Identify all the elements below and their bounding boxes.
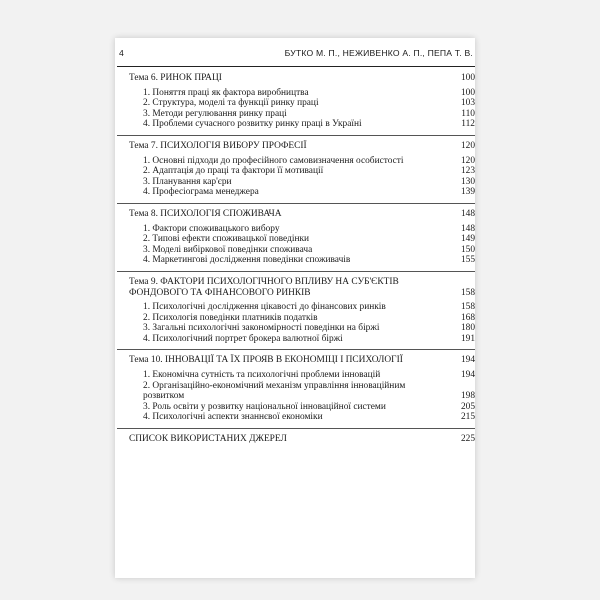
toc-theme-title: СПИСОК ВИКОРИСТАНИХ ДЖЕРЕЛ bbox=[129, 434, 287, 445]
toc-item-row bbox=[117, 412, 475, 423]
toc-item-text: 1. Поняття праці як фактора виробництва bbox=[143, 87, 309, 98]
toc-item-page: 149 bbox=[460, 234, 475, 245]
toc-item-page: 120 bbox=[460, 155, 475, 166]
toc-item-page: 168 bbox=[460, 312, 475, 323]
toc-theme-row bbox=[117, 208, 475, 224]
toc-item-page: 110 bbox=[461, 108, 475, 119]
toc-item-row bbox=[117, 109, 475, 120]
toc-item-text: 3. Роль освіти у розвитку національної інноваційної системи bbox=[143, 401, 386, 412]
toc-item-page: 180 bbox=[460, 323, 475, 334]
toc-item-page: 194 bbox=[460, 370, 475, 381]
toc-item-row bbox=[117, 323, 475, 334]
toc-section bbox=[117, 429, 475, 454]
toc-item-row bbox=[117, 402, 475, 413]
toc-theme-row bbox=[117, 433, 475, 449]
toc-item-row bbox=[117, 313, 475, 324]
page-number: 4 bbox=[119, 48, 124, 58]
toc-theme-title: Тема 8. ПСИХОЛОГІЯ СПОЖИВАЧА bbox=[129, 208, 282, 219]
toc-item-page: 150 bbox=[460, 244, 475, 255]
toc-theme-row bbox=[117, 276, 475, 302]
toc-theme-page: 148 bbox=[460, 208, 475, 219]
toc-item-text: 3. Планування кар'єри bbox=[143, 176, 232, 187]
toc-item-row bbox=[117, 234, 475, 245]
toc-item-text: 3. Методи регулювання ринку праці bbox=[143, 108, 287, 119]
toc-item-page: 123 bbox=[460, 166, 475, 177]
toc-item-row bbox=[117, 255, 475, 266]
toc-item-page: 198 bbox=[460, 391, 475, 402]
toc-section bbox=[117, 68, 475, 136]
toc-theme-page: 158 bbox=[460, 287, 475, 298]
toc-item-row bbox=[117, 119, 475, 130]
toc-item-text: 4. Професіограма менеджера bbox=[143, 187, 259, 198]
toc-theme-row bbox=[117, 140, 475, 156]
toc-theme-page: 225 bbox=[460, 434, 475, 445]
toc-item-row bbox=[117, 381, 475, 402]
toc-item-text: 4. Проблеми сучасного розвитку ринку праці в Україні bbox=[143, 119, 362, 130]
toc-item-row bbox=[117, 177, 475, 188]
toc-theme-title: Тема 10. ІННОВАЦІЇ ТА ЇХ ПРОЯВ В ЕКОНОМІЦІ І ПСИХОЛОГІЇ bbox=[129, 355, 403, 366]
toc-item-text: 4. Психологічний портрет брокера валютної біржі bbox=[143, 333, 343, 344]
toc-item-page: 100 bbox=[460, 87, 475, 98]
toc-item-text: 2. Типові ефекти споживацької поведінки bbox=[143, 234, 310, 245]
toc-item-page: 139 bbox=[460, 187, 475, 198]
toc-item-row bbox=[117, 224, 475, 235]
toc-section bbox=[117, 204, 475, 272]
toc-item-page: 158 bbox=[460, 302, 475, 313]
toc-item-page: 215 bbox=[460, 412, 475, 423]
toc-section bbox=[117, 272, 475, 351]
toc-item-page: 112 bbox=[461, 119, 475, 130]
toc-item-text: 2. Адаптація до праці та фактори її мотивації bbox=[143, 166, 324, 177]
toc-item-page: 103 bbox=[460, 98, 475, 109]
toc-item-page: 191 bbox=[460, 333, 475, 344]
book-page bbox=[115, 38, 475, 578]
toc-item-row bbox=[117, 302, 475, 313]
toc-item-text: 1. Основні підходи до професійного самовизначення особистості bbox=[143, 155, 404, 166]
toc-item-row bbox=[117, 88, 475, 99]
toc-item-text: 2. Психологія поведінки платників податків bbox=[143, 312, 318, 323]
toc-item-text: 1. Економічна сутність та психологічні проблеми інновацій bbox=[143, 370, 381, 381]
toc-theme-title: Тема 7. ПСИХОЛОГІЯ ВИБОРУ ПРОФЕСІЇ bbox=[129, 140, 307, 151]
toc-theme-title: Тема 9. ФАКТОРИ ПСИХОЛОГІЧНОГО ВПЛИВУ НА СУБ'ЄКТІВ ФОНДОВОГО ТА ФІНАНСОВОГО РИНКІВ bbox=[129, 276, 399, 298]
toc-theme-row bbox=[117, 72, 475, 88]
toc-theme-page: 120 bbox=[460, 140, 475, 151]
toc-item-row bbox=[117, 156, 475, 167]
toc-section bbox=[117, 350, 475, 429]
toc-item-row bbox=[117, 334, 475, 345]
table-of-contents bbox=[117, 68, 475, 454]
toc-item-row bbox=[117, 370, 475, 381]
toc-item-row bbox=[117, 166, 475, 177]
toc-item-row bbox=[117, 98, 475, 109]
toc-item-text: 3. Загальні психологічні закономірності поведінки на біржі bbox=[143, 323, 380, 334]
toc-item-text: 4. Маркетингові дослідження поведінки споживачів bbox=[143, 255, 351, 266]
toc-theme-title: Тема 6. РИНОК ПРАЦІ bbox=[129, 73, 222, 83]
toc-item-text: 2. Структура, моделі та функції ринку праці bbox=[143, 98, 319, 109]
toc-item-text: 1. Фактори споживацького вибору bbox=[143, 223, 280, 234]
toc-item-text: 3. Моделі вибіркової поведінки споживача bbox=[143, 244, 313, 255]
toc-item-text: 2. Організаційно-економічний механізм управління інноваційним розвитком bbox=[143, 380, 406, 402]
toc-item-row bbox=[117, 187, 475, 198]
toc-item-page: 205 bbox=[460, 401, 475, 412]
header-rule bbox=[117, 66, 475, 67]
running-header bbox=[119, 48, 473, 62]
running-header-authors: БУТКО М. П., НЕЖИВЕНКО А. П., ПЕПА Т. В. bbox=[284, 48, 473, 58]
toc-theme-row bbox=[117, 354, 475, 370]
toc-item-row bbox=[117, 245, 475, 256]
toc-item-page: 130 bbox=[460, 176, 475, 187]
toc-theme-page: 194 bbox=[460, 355, 475, 366]
toc-item-page: 155 bbox=[460, 255, 475, 266]
toc-section bbox=[117, 136, 475, 204]
toc-item-text: 4. Психологічні аспекти знаннєвої економіки bbox=[143, 412, 323, 423]
toc-item-page: 148 bbox=[460, 223, 475, 234]
toc-theme-page: 100 bbox=[460, 73, 475, 83]
toc-item-text: 1. Психологічні дослідження цікавості до фінансових ринків bbox=[143, 302, 386, 313]
